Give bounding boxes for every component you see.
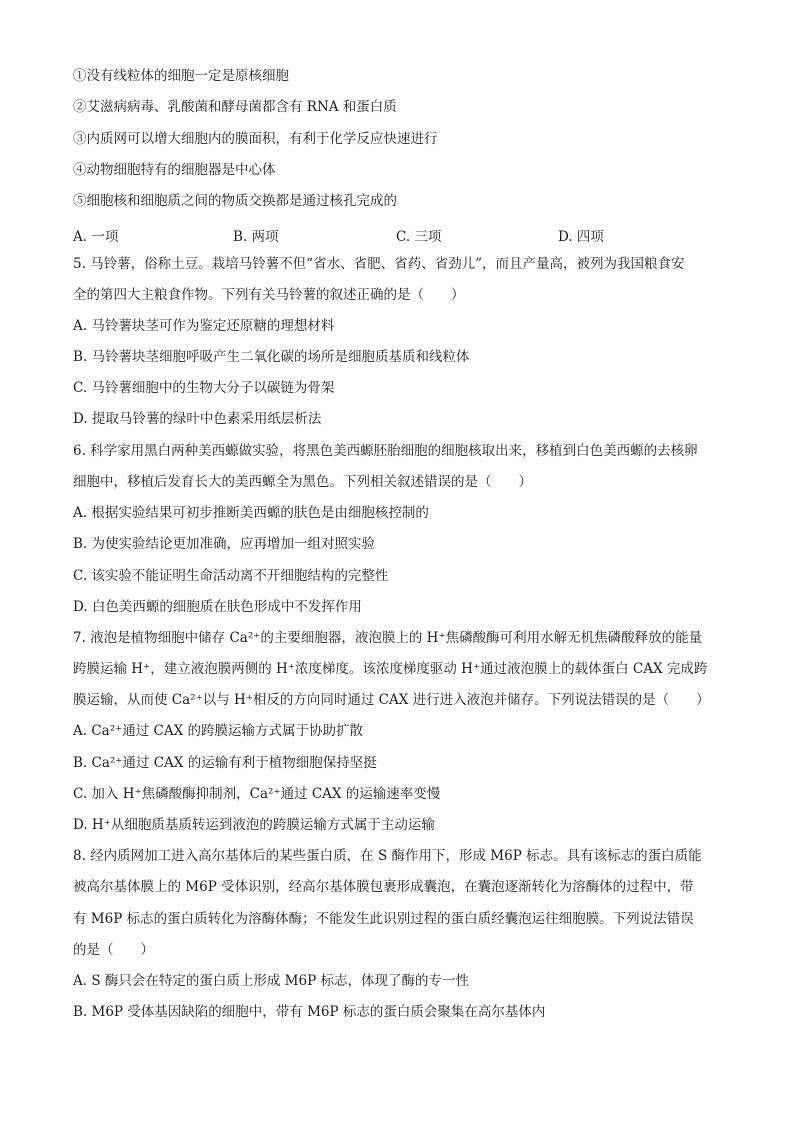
q4-option-c[interactable]: C. 三项 [396,229,442,245]
q7-stem-line-3: 膜运输，从而使 Ca²⁺以与 H⁺相反的方向同时通过 CAX 进行进入液泡并储存。下列说法错误的是（ ） [73,692,710,708]
q4-option-b[interactable]: B. 两项 [233,229,279,245]
statement-2: ②艾滋病病毒、乳酸菌和酵母菌都含有 RNA 和蛋白质 [73,99,397,115]
q8-stem-line-2: 被高尔基体膜上的 M6P 受体识别，经高尔基体膜包裹形成囊泡，在囊泡逐渐转化为溶酶体的过程中，带 [73,879,694,895]
q6-option-d[interactable]: D. 白色美西螈的细胞质在肤色形成中不发挥作用 [73,599,362,615]
q5-option-c[interactable]: C. 马铃薯细胞中的生物大分子以碳链为骨架 [73,380,335,396]
q5-stem-line-1: 5. 马铃薯，俗称土豆。栽培马铃薯不但“省水、省肥、省药、省劲儿”，而且产量高，被列为我国粮食安 [73,256,685,272]
q5-option-b[interactable]: B. 马铃薯块茎细胞呼吸产生二氧化碳的场所是细胞质基质和线粒体 [73,349,470,365]
q8-stem-line-4: 的是（ ） [73,942,154,958]
q8-option-b[interactable]: B. M6P 受体基因缺陷的细胞中，带有 M6P 标志的蛋白质会聚集在高尔基体内 [73,1004,546,1020]
statement-4: ④动物细胞特有的细胞器是中心体 [73,162,276,178]
q6-stem-line-1: 6. 科学家用黑白两种美西螈做实验，将黑色美西螈胚胎细胞的细胞核取出来，移植到白色美西螈的去核卵 [73,443,698,459]
statement-5: ⑤细胞核和细胞质之间的物质交换都是通过核孔完成的 [73,193,397,209]
q4-option-a[interactable]: A. 一项 [73,229,119,245]
q8-stem-line-3: 有 M6P 标志的蛋白质转化为溶酶体酶；不能发生此识别过程的蛋白质经囊泡运往细胞膜。下列说法错误 [73,911,694,927]
q5-option-a[interactable]: A. 马铃薯块茎可作为鉴定还原糖的理想材料 [73,318,335,334]
q8-stem-line-1: 8. 经内质网加工进入高尔基体后的某些蛋白质，在 S 酶作用下，形成 M6P 标志。具有该标志的蛋白质能 [73,848,702,864]
q4-option-d[interactable]: D. 四项 [558,229,604,245]
q5-option-d[interactable]: D. 提取马铃薯的绿叶中色素采用纸层析法 [73,411,322,427]
q8-option-a[interactable]: A. S 酶只会在特定的蛋白质上形成 M6P 标志，体现了酶的专一性 [73,973,469,989]
q6-option-b[interactable]: B. 为使实验结论更加准确，应再增加一组对照实验 [73,536,376,552]
statement-3: ③内质网可以增大细胞内的膜面积，有利于化学反应快速进行 [73,131,438,147]
q6-stem-line-2: 细胞中，移植后发育长大的美西螈全为黑色。下列相关叙述错误的是（ ） [73,474,532,490]
q7-option-c[interactable]: C. 加入 H⁺焦磷酸酶抑制剂，Ca²⁺通过 CAX 的运输速率变慢 [73,786,441,802]
q5-stem-line-2: 全的第四大主粮食作物。下列有关马铃薯的叙述正确的是（ ） [73,287,465,303]
statement-1: ①没有线粒体的细胞一定是原核细胞 [73,68,289,84]
q4-options [73,225,723,245]
q7-stem-line-2: 跨膜运输 H⁺，建立液泡膜两侧的 H⁺浓度梯度。该浓度梯度驱动 H⁺通过液泡膜上的载体蛋白 CAX 完成跨 [73,661,708,677]
q7-option-a[interactable]: A. Ca²⁺通过 CAX 的跨膜运输方式属于协助扩散 [73,723,364,739]
q7-option-b[interactable]: B. Ca²⁺通过 CAX 的运输有利于植物细胞保持坚挺 [73,755,377,771]
q7-stem-line-1: 7. 液泡是植物细胞中储存 Ca²⁺的主要细胞器，液泡膜上的 H⁺焦磷酸酶可利用水解无机焦磷酸释放的能量 [73,630,703,646]
q6-option-c[interactable]: C. 该实验不能证明生命活动离不开细胞结构的完整性 [73,568,389,584]
q6-option-a[interactable]: A. 根据实验结果可初步推断美西螈的肤色是由细胞核控制的 [73,505,429,521]
q7-option-d[interactable]: D. H⁺从细胞质基质转运到液泡的跨膜运输方式属于主动运输 [73,817,435,833]
